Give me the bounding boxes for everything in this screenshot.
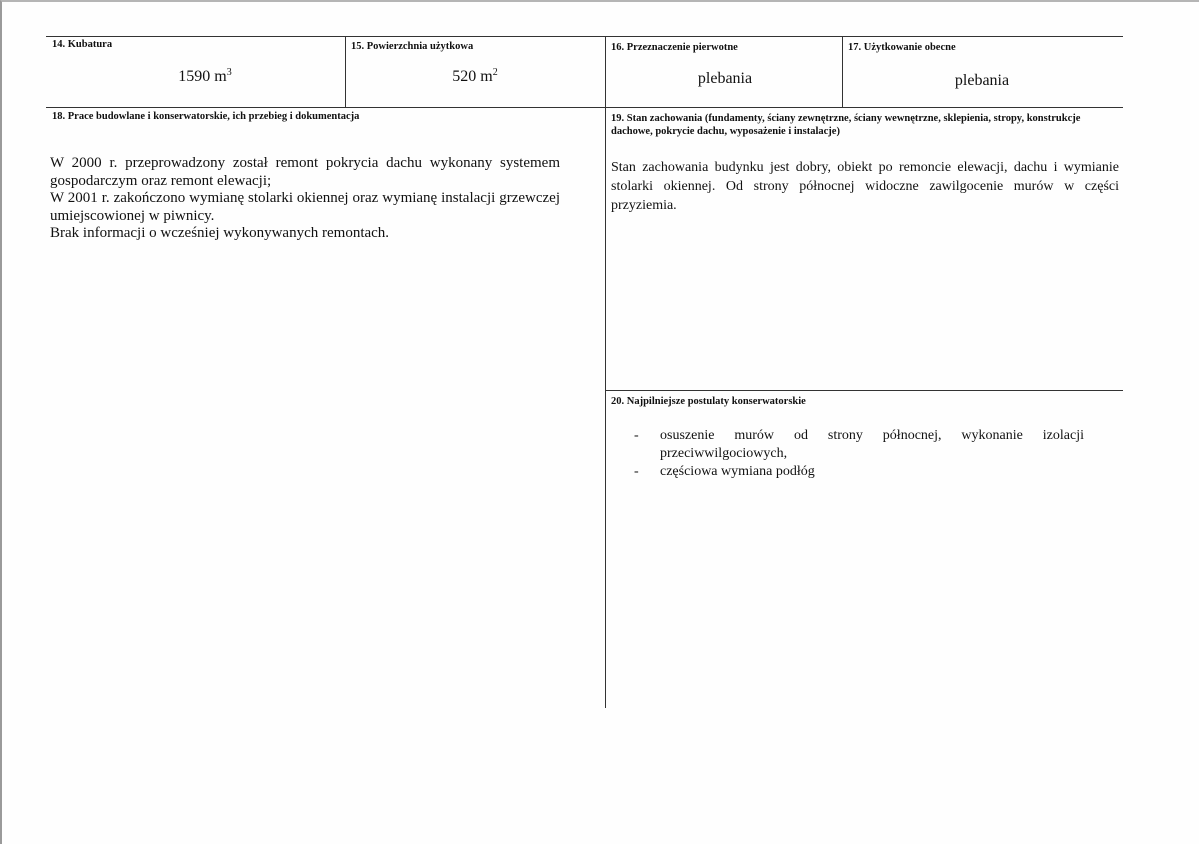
przeznaczenie-value: plebania: [697, 70, 753, 87]
powierzchnia-label: 15. Powierzchnia użytkowa: [351, 41, 474, 52]
powierzchnia-number: 520 m: [452, 68, 493, 85]
stan-label: 19. Stan zachowania (fundamenty, ściany zewnętrzne, ściany wewnętrzne, sklepienia, stropy, konstrukcje dachowe, pokrycie dachu, wyposażenie i instalacje): [611, 113, 1081, 137]
prace-text: [50, 155, 560, 243]
kubatura-value: [160, 68, 250, 86]
column-divider-16-17: [842, 36, 843, 108]
center-column-divider: [605, 36, 606, 708]
column-divider-14-15: [345, 36, 346, 108]
kubatura-label: 14. Kubatura: [52, 39, 113, 50]
uzytkowanie-value: plebania: [954, 72, 1010, 89]
postulaty-label: 20. Najpilniejsze postulaty konserwatorskie: [611, 396, 806, 407]
postulat-text: częściowa wymiana podłóg: [660, 464, 815, 479]
header-row-bottom-border: [46, 107, 1123, 108]
prace-paragraph: Brak informacji o wcześniej wykonywanych remontach.: [50, 225, 390, 241]
prace-paragraph: W 2001 r. zakończono wymianę stolarki okiennej oraz wymianę instalacji grzewczej umiejscowionej w piwnicy.: [50, 190, 560, 224]
prace-paragraph: W 2000 r. przeprowadzony został remont pokrycia dachu wykonany systemem gospodarczym oraz remont elewacji;: [50, 155, 560, 189]
postulat-item: [634, 427, 1084, 463]
uzytkowanie-label: 17. Użytkowanie obecne: [848, 42, 956, 53]
kubatura-exponent: 3: [226, 67, 232, 78]
table-top-border: [46, 36, 1123, 37]
bullet-dash: -: [634, 428, 639, 443]
postulat-item: [634, 463, 1084, 481]
section-20-top-border: [606, 390, 1123, 391]
postulat-text: osuszenie murów od strony północnej, wykonanie izolacji przeciwwilgociowych,: [660, 428, 1084, 461]
prace-label: 18. Prace budowlane i konserwatorskie, ich przebieg i dokumentacja: [52, 111, 360, 122]
stan-text: Stan zachowania budynku jest dobry, obiekt po remoncie elewacji, dachu i wymianie stolarki okiennej. Od strony północnej widoczne zawilgocenie murów w części przyziemia.: [611, 160, 1119, 213]
postulaty-list: [634, 427, 1084, 481]
przeznaczenie-label: 16. Przeznaczenie pierwotne: [611, 42, 738, 53]
bullet-dash: -: [634, 464, 639, 479]
powierzchnia-exponent: 2: [492, 67, 498, 78]
kubatura-number: 1590 m: [178, 68, 227, 85]
powierzchnia-value: [430, 68, 520, 86]
